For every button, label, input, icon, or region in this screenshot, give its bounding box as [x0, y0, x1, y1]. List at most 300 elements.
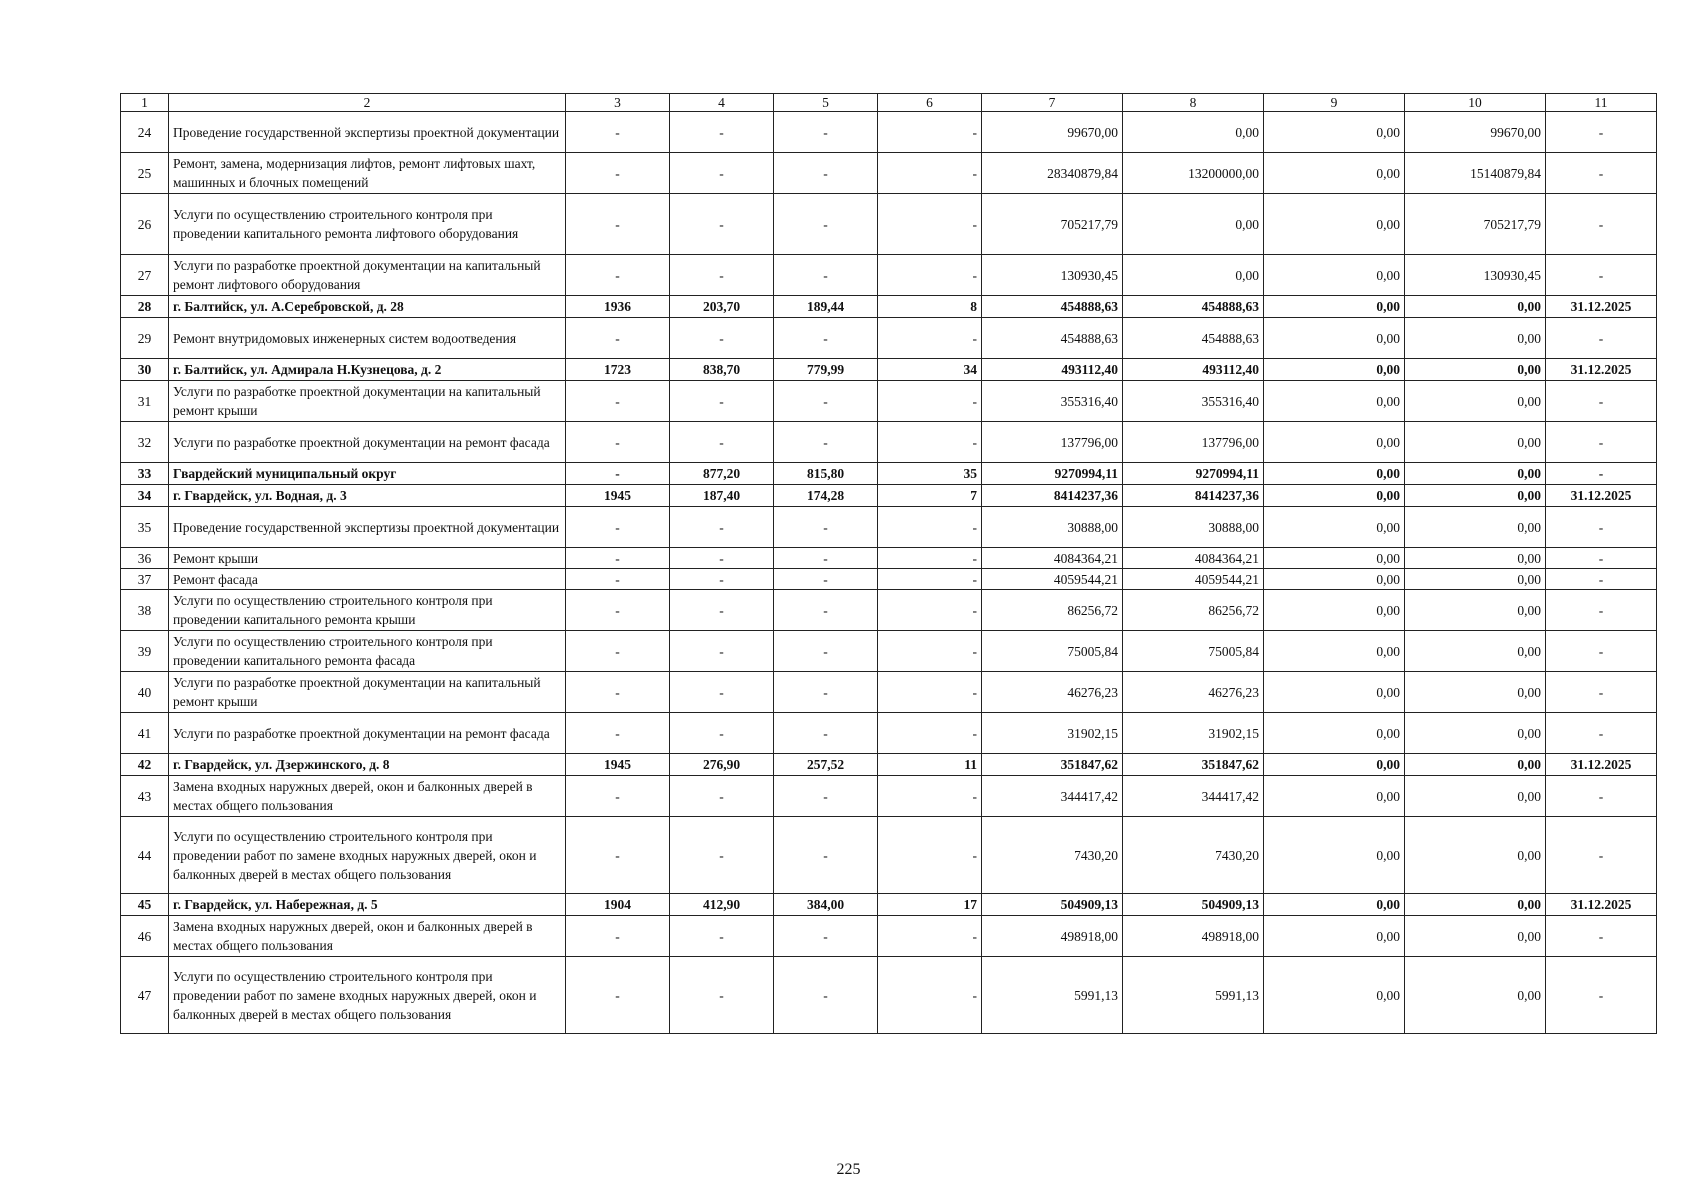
area-total-cell: -	[670, 422, 774, 463]
area-total-cell: 187,40	[670, 485, 774, 507]
cost-other-cell: 0,00	[1405, 318, 1546, 359]
residents-cell: -	[878, 672, 982, 713]
cost-other-cell: 0,00	[1405, 359, 1546, 381]
cost-owners-cell: 0,00	[1264, 485, 1405, 507]
header-cell: 10	[1405, 94, 1546, 112]
area-total-cell: 838,70	[670, 359, 774, 381]
table-row	[121, 957, 1657, 1034]
row-number-cell: 44	[121, 817, 169, 894]
table-body	[121, 94, 1657, 1034]
row-number-cell: 41	[121, 713, 169, 754]
cost-total-cell: 46276,23	[982, 672, 1123, 713]
cost-owners-cell: 0,00	[1264, 153, 1405, 194]
page-number: 225	[836, 1161, 861, 1178]
row-number-cell: 32	[121, 422, 169, 463]
area-living-cell: -	[774, 153, 878, 194]
cost-other-cell: 0,00	[1405, 776, 1546, 817]
row-number-cell: 28	[121, 296, 169, 318]
area-total-cell: 877,20	[670, 463, 774, 485]
cost-fund-cell: 344417,42	[1123, 776, 1264, 817]
cost-total-cell: 8414237,36	[982, 485, 1123, 507]
deadline-cell: -	[1546, 463, 1657, 485]
row-number-cell: 38	[121, 590, 169, 631]
cost-fund-cell: 46276,23	[1123, 672, 1264, 713]
cost-other-cell: 0,00	[1405, 754, 1546, 776]
item-name-cell: Проведение государственной экспертизы проектной документации	[169, 112, 566, 153]
item-name-cell: Услуги по осуществлению строительного контроля при проведении капитального ремонта крыши	[169, 590, 566, 631]
row-number-cell: 39	[121, 631, 169, 672]
cost-other-cell: 0,00	[1405, 631, 1546, 672]
deadline-cell: -	[1546, 255, 1657, 296]
deadline-cell: 31.12.2025	[1546, 754, 1657, 776]
data-table	[120, 93, 1657, 1034]
area-total-cell: -	[670, 255, 774, 296]
table-row	[121, 713, 1657, 754]
year-built-cell: -	[566, 318, 670, 359]
deadline-cell: -	[1546, 569, 1657, 590]
deadline-cell: -	[1546, 153, 1657, 194]
residents-cell: 35	[878, 463, 982, 485]
deadline-cell: -	[1546, 548, 1657, 569]
item-name-cell: Услуги по разработке проектной документации на капитальный ремонт крыши	[169, 381, 566, 422]
item-name-cell: Услуги по разработке проектной документации на капитальный ремонт крыши	[169, 672, 566, 713]
residents-cell: -	[878, 153, 982, 194]
cost-fund-cell: 0,00	[1123, 112, 1264, 153]
area-living-cell: -	[774, 713, 878, 754]
table-row	[121, 569, 1657, 590]
cost-fund-cell: 454888,63	[1123, 318, 1264, 359]
deadline-cell: 31.12.2025	[1546, 894, 1657, 916]
year-built-cell: -	[566, 713, 670, 754]
cost-other-cell: 0,00	[1405, 894, 1546, 916]
residents-cell: -	[878, 776, 982, 817]
table-row	[121, 194, 1657, 255]
area-total-cell: -	[670, 672, 774, 713]
cost-total-cell: 4084364,21	[982, 548, 1123, 569]
cost-fund-cell: 137796,00	[1123, 422, 1264, 463]
cost-owners-cell: 0,00	[1264, 255, 1405, 296]
item-name-cell: Услуги по осуществлению строительного контроля при проведении капитального ремонта лифтового оборудования	[169, 194, 566, 255]
residents-cell: 7	[878, 485, 982, 507]
year-built-cell: -	[566, 957, 670, 1034]
cost-owners-cell: 0,00	[1264, 569, 1405, 590]
item-name-cell: Услуги по осуществлению строительного контроля при проведении работ по замене входных наружных дверей, окон и балконных дверей в местах общего пользования	[169, 957, 566, 1034]
cost-other-cell: 0,00	[1405, 507, 1546, 548]
item-name-cell: Проведение государственной экспертизы проектной документации	[169, 507, 566, 548]
row-number-cell: 27	[121, 255, 169, 296]
deadline-cell: -	[1546, 957, 1657, 1034]
cost-other-cell: 0,00	[1405, 548, 1546, 569]
cost-total-cell: 137796,00	[982, 422, 1123, 463]
year-built-cell: -	[566, 590, 670, 631]
cost-fund-cell: 9270994,11	[1123, 463, 1264, 485]
cost-other-cell: 99670,00	[1405, 112, 1546, 153]
cost-owners-cell: 0,00	[1264, 296, 1405, 318]
table-row	[121, 631, 1657, 672]
area-total-cell: -	[670, 381, 774, 422]
item-name-cell: г. Гвардейск, ул. Набережная, д. 5	[169, 894, 566, 916]
residents-cell: -	[878, 422, 982, 463]
cost-owners-cell: 0,00	[1264, 507, 1405, 548]
year-built-cell: -	[566, 194, 670, 255]
year-built-cell: -	[566, 153, 670, 194]
deadline-cell: -	[1546, 112, 1657, 153]
row-number-cell: 31	[121, 381, 169, 422]
cost-total-cell: 454888,63	[982, 296, 1123, 318]
area-total-cell: 203,70	[670, 296, 774, 318]
cost-owners-cell: 0,00	[1264, 817, 1405, 894]
table-row	[121, 485, 1657, 507]
deadline-cell: -	[1546, 590, 1657, 631]
table-row	[121, 255, 1657, 296]
table-row	[121, 296, 1657, 318]
table-row	[121, 381, 1657, 422]
cost-fund-cell: 504909,13	[1123, 894, 1264, 916]
header-cell: 9	[1264, 94, 1405, 112]
row-number-cell: 37	[121, 569, 169, 590]
deadline-cell: -	[1546, 318, 1657, 359]
cost-owners-cell: 0,00	[1264, 548, 1405, 569]
cost-total-cell: 75005,84	[982, 631, 1123, 672]
cost-owners-cell: 0,00	[1264, 359, 1405, 381]
residents-cell: 8	[878, 296, 982, 318]
cost-total-cell: 99670,00	[982, 112, 1123, 153]
row-number-cell: 30	[121, 359, 169, 381]
deadline-cell: 31.12.2025	[1546, 359, 1657, 381]
deadline-cell: -	[1546, 916, 1657, 957]
row-number-cell: 42	[121, 754, 169, 776]
header-cell: 11	[1546, 94, 1657, 112]
cost-other-cell: 0,00	[1405, 957, 1546, 1034]
cost-owners-cell: 0,00	[1264, 916, 1405, 957]
residents-cell: -	[878, 590, 982, 631]
cost-fund-cell: 75005,84	[1123, 631, 1264, 672]
row-number-cell: 29	[121, 318, 169, 359]
item-name-cell: Ремонт, замена, модернизация лифтов, ремонт лифтовых шахт, машинных и блочных помещений	[169, 153, 566, 194]
cost-total-cell: 4059544,21	[982, 569, 1123, 590]
year-built-cell: 1936	[566, 296, 670, 318]
header-cell: 8	[1123, 94, 1264, 112]
deadline-cell: -	[1546, 776, 1657, 817]
area-living-cell: -	[774, 817, 878, 894]
cost-fund-cell: 498918,00	[1123, 916, 1264, 957]
cost-other-cell: 130930,45	[1405, 255, 1546, 296]
cost-total-cell: 351847,62	[982, 754, 1123, 776]
cost-total-cell: 498918,00	[982, 916, 1123, 957]
area-total-cell: -	[670, 318, 774, 359]
table-row	[121, 590, 1657, 631]
cost-owners-cell: 0,00	[1264, 754, 1405, 776]
cost-fund-cell: 30888,00	[1123, 507, 1264, 548]
residents-cell: -	[878, 631, 982, 672]
cost-fund-cell: 351847,62	[1123, 754, 1264, 776]
cost-total-cell: 5991,13	[982, 957, 1123, 1034]
item-name-cell: Замена входных наружных дверей, окон и балконных дверей в местах общего пользования	[169, 916, 566, 957]
cost-fund-cell: 31902,15	[1123, 713, 1264, 754]
table-row	[121, 359, 1657, 381]
cost-fund-cell: 13200000,00	[1123, 153, 1264, 194]
cost-total-cell: 130930,45	[982, 255, 1123, 296]
year-built-cell: -	[566, 255, 670, 296]
cost-total-cell: 504909,13	[982, 894, 1123, 916]
row-number-cell: 24	[121, 112, 169, 153]
header-cell: 4	[670, 94, 774, 112]
area-living-cell: -	[774, 916, 878, 957]
table-row	[121, 776, 1657, 817]
area-living-cell: 174,28	[774, 485, 878, 507]
year-built-cell: -	[566, 817, 670, 894]
deadline-cell: -	[1546, 631, 1657, 672]
area-total-cell: -	[670, 194, 774, 255]
year-built-cell: -	[566, 569, 670, 590]
area-total-cell: 276,90	[670, 754, 774, 776]
cost-fund-cell: 8414237,36	[1123, 485, 1264, 507]
year-built-cell: -	[566, 422, 670, 463]
deadline-cell: 31.12.2025	[1546, 296, 1657, 318]
row-number-cell: 26	[121, 194, 169, 255]
area-living-cell: -	[774, 194, 878, 255]
cost-owners-cell: 0,00	[1264, 631, 1405, 672]
residents-cell: -	[878, 255, 982, 296]
deadline-cell: -	[1546, 507, 1657, 548]
area-living-cell: -	[774, 776, 878, 817]
area-total-cell: -	[670, 713, 774, 754]
cost-other-cell: 0,00	[1405, 422, 1546, 463]
residents-cell: -	[878, 569, 982, 590]
area-living-cell: 189,44	[774, 296, 878, 318]
year-built-cell: -	[566, 112, 670, 153]
cost-other-cell: 0,00	[1405, 463, 1546, 485]
cost-other-cell: 0,00	[1405, 296, 1546, 318]
row-number-cell: 46	[121, 916, 169, 957]
header-cell: 5	[774, 94, 878, 112]
residents-cell: -	[878, 318, 982, 359]
year-built-cell: -	[566, 507, 670, 548]
cost-fund-cell: 7430,20	[1123, 817, 1264, 894]
row-number-cell: 43	[121, 776, 169, 817]
cost-other-cell: 0,00	[1405, 569, 1546, 590]
year-built-cell: -	[566, 631, 670, 672]
cost-other-cell: 0,00	[1405, 590, 1546, 631]
cost-fund-cell: 4084364,21	[1123, 548, 1264, 569]
cost-other-cell: 705217,79	[1405, 194, 1546, 255]
item-name-cell: г. Гвардейск, ул. Водная, д. 3	[169, 485, 566, 507]
residents-cell: -	[878, 548, 982, 569]
row-number-cell: 35	[121, 507, 169, 548]
header-row	[121, 94, 1657, 112]
year-built-cell: -	[566, 776, 670, 817]
deadline-cell: -	[1546, 713, 1657, 754]
area-living-cell: 779,99	[774, 359, 878, 381]
row-number-cell: 25	[121, 153, 169, 194]
area-total-cell: -	[670, 631, 774, 672]
table-row	[121, 672, 1657, 713]
cost-other-cell: 0,00	[1405, 817, 1546, 894]
table-row	[121, 548, 1657, 569]
residents-cell: 17	[878, 894, 982, 916]
cost-owners-cell: 0,00	[1264, 672, 1405, 713]
area-living-cell: 384,00	[774, 894, 878, 916]
area-total-cell: -	[670, 776, 774, 817]
item-name-cell: г. Гвардейск, ул. Дзержинского, д. 8	[169, 754, 566, 776]
area-living-cell: 257,52	[774, 754, 878, 776]
table-row	[121, 318, 1657, 359]
item-name-cell: Услуги по осуществлению строительного контроля при проведении капитального ремонта фасада	[169, 631, 566, 672]
area-living-cell: -	[774, 318, 878, 359]
area-living-cell: -	[774, 422, 878, 463]
year-built-cell: 1945	[566, 485, 670, 507]
area-total-cell: -	[670, 507, 774, 548]
area-total-cell: -	[670, 548, 774, 569]
cost-other-cell: 0,00	[1405, 672, 1546, 713]
deadline-cell: -	[1546, 817, 1657, 894]
area-living-cell: -	[774, 672, 878, 713]
area-total-cell: -	[670, 817, 774, 894]
cost-fund-cell: 355316,40	[1123, 381, 1264, 422]
year-built-cell: -	[566, 548, 670, 569]
table-row	[121, 894, 1657, 916]
area-living-cell: -	[774, 381, 878, 422]
cost-total-cell: 30888,00	[982, 507, 1123, 548]
area-living-cell: -	[774, 957, 878, 1034]
residents-cell: -	[878, 817, 982, 894]
year-built-cell: 1723	[566, 359, 670, 381]
cost-owners-cell: 0,00	[1264, 957, 1405, 1034]
cost-other-cell: 15140879,84	[1405, 153, 1546, 194]
cost-other-cell: 0,00	[1405, 485, 1546, 507]
cost-total-cell: 28340879,84	[982, 153, 1123, 194]
residents-cell: 34	[878, 359, 982, 381]
year-built-cell: -	[566, 916, 670, 957]
year-built-cell: 1945	[566, 754, 670, 776]
cost-total-cell: 454888,63	[982, 318, 1123, 359]
table-row	[121, 422, 1657, 463]
cost-other-cell: 0,00	[1405, 381, 1546, 422]
area-total-cell: -	[670, 957, 774, 1034]
area-total-cell: -	[670, 153, 774, 194]
area-living-cell: -	[774, 590, 878, 631]
cost-other-cell: 0,00	[1405, 713, 1546, 754]
area-living-cell: 815,80	[774, 463, 878, 485]
residents-cell: -	[878, 916, 982, 957]
cost-total-cell: 86256,72	[982, 590, 1123, 631]
cost-fund-cell: 86256,72	[1123, 590, 1264, 631]
area-living-cell: -	[774, 569, 878, 590]
row-number-cell: 45	[121, 894, 169, 916]
cost-total-cell: 493112,40	[982, 359, 1123, 381]
residents-cell: -	[878, 194, 982, 255]
cost-fund-cell: 4059544,21	[1123, 569, 1264, 590]
cost-owners-cell: 0,00	[1264, 381, 1405, 422]
residents-cell: -	[878, 713, 982, 754]
year-built-cell: -	[566, 381, 670, 422]
header-cell: 7	[982, 94, 1123, 112]
cost-fund-cell: 493112,40	[1123, 359, 1264, 381]
cost-total-cell: 355316,40	[982, 381, 1123, 422]
item-name-cell: Услуги по разработке проектной документации на ремонт фасада	[169, 422, 566, 463]
item-name-cell: Ремонт крыши	[169, 548, 566, 569]
header-cell: 6	[878, 94, 982, 112]
residents-cell: -	[878, 507, 982, 548]
area-total-cell: -	[670, 916, 774, 957]
area-living-cell: -	[774, 631, 878, 672]
deadline-cell: -	[1546, 194, 1657, 255]
cost-owners-cell: 0,00	[1264, 590, 1405, 631]
area-total-cell: -	[670, 112, 774, 153]
residents-cell: -	[878, 112, 982, 153]
row-number-cell: 36	[121, 548, 169, 569]
item-name-cell: Ремонт внутридомовых инженерных систем водоотведения	[169, 318, 566, 359]
table-row	[121, 112, 1657, 153]
year-built-cell: -	[566, 672, 670, 713]
header-cell: 3	[566, 94, 670, 112]
residents-cell: 11	[878, 754, 982, 776]
cost-other-cell: 0,00	[1405, 916, 1546, 957]
cost-owners-cell: 0,00	[1264, 112, 1405, 153]
row-number-cell: 47	[121, 957, 169, 1034]
cost-owners-cell: 0,00	[1264, 194, 1405, 255]
cost-total-cell: 344417,42	[982, 776, 1123, 817]
item-name-cell: Ремонт фасада	[169, 569, 566, 590]
cost-fund-cell: 454888,63	[1123, 296, 1264, 318]
table-row	[121, 507, 1657, 548]
year-built-cell: 1904	[566, 894, 670, 916]
item-name-cell: Замена входных наружных дверей, окон и балконных дверей в местах общего пользования	[169, 776, 566, 817]
cost-owners-cell: 0,00	[1264, 894, 1405, 916]
header-cell: 2	[169, 94, 566, 112]
item-name-cell: Гвардейский муниципальный округ	[169, 463, 566, 485]
cost-total-cell: 7430,20	[982, 817, 1123, 894]
table-row	[121, 916, 1657, 957]
row-number-cell: 34	[121, 485, 169, 507]
deadline-cell: 31.12.2025	[1546, 485, 1657, 507]
area-living-cell: -	[774, 507, 878, 548]
deadline-cell: -	[1546, 672, 1657, 713]
area-living-cell: -	[774, 548, 878, 569]
cost-owners-cell: 0,00	[1264, 713, 1405, 754]
cost-owners-cell: 0,00	[1264, 318, 1405, 359]
item-name-cell: Услуги по разработке проектной документации на капитальный ремонт лифтового оборудования	[169, 255, 566, 296]
item-name-cell: Услуги по разработке проектной документации на ремонт фасада	[169, 713, 566, 754]
table-row	[121, 463, 1657, 485]
row-number-cell: 33	[121, 463, 169, 485]
item-name-cell: г. Балтийск, ул. Адмирала Н.Кузнецова, д. 2	[169, 359, 566, 381]
table-row	[121, 153, 1657, 194]
deadline-cell: -	[1546, 422, 1657, 463]
table-row	[121, 754, 1657, 776]
area-living-cell: -	[774, 255, 878, 296]
area-total-cell: 412,90	[670, 894, 774, 916]
area-living-cell: -	[774, 112, 878, 153]
deadline-cell: -	[1546, 381, 1657, 422]
cost-owners-cell: 0,00	[1264, 776, 1405, 817]
cost-owners-cell: 0,00	[1264, 463, 1405, 485]
cost-fund-cell: 0,00	[1123, 255, 1264, 296]
table-row	[121, 817, 1657, 894]
header-cell: 1	[121, 94, 169, 112]
row-number-cell: 40	[121, 672, 169, 713]
cost-fund-cell: 0,00	[1123, 194, 1264, 255]
item-name-cell: г. Балтийск, ул. А.Серебровской, д. 28	[169, 296, 566, 318]
residents-cell: -	[878, 381, 982, 422]
cost-total-cell: 9270994,11	[982, 463, 1123, 485]
area-total-cell: -	[670, 590, 774, 631]
cost-owners-cell: 0,00	[1264, 422, 1405, 463]
item-name-cell: Услуги по осуществлению строительного контроля при проведении работ по замене входных наружных дверей, окон и балконных дверей в местах общего пользования	[169, 817, 566, 894]
year-built-cell: -	[566, 463, 670, 485]
residents-cell: -	[878, 957, 982, 1034]
cost-total-cell: 31902,15	[982, 713, 1123, 754]
